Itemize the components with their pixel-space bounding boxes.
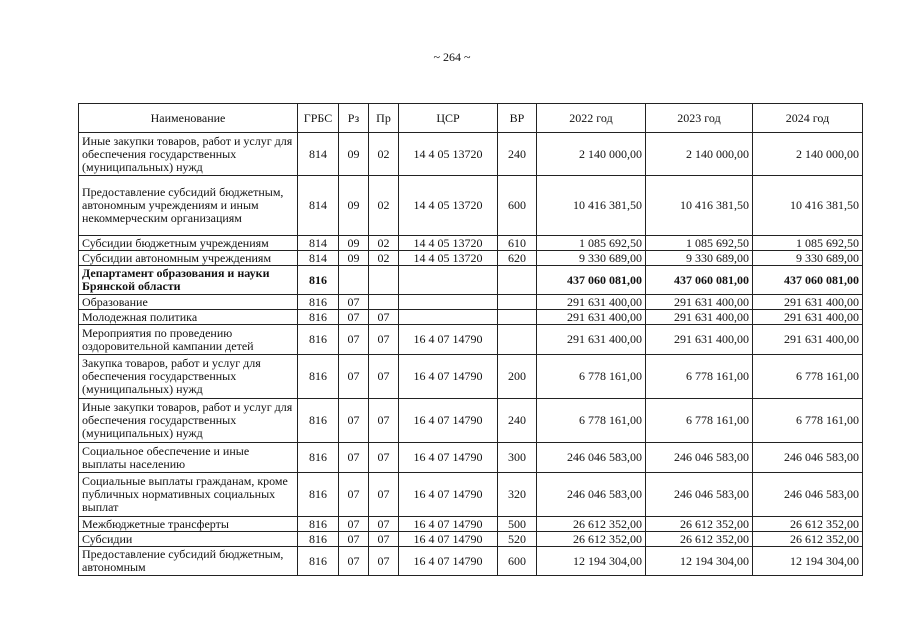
cell-2024: 291 631 400,00 — [753, 325, 863, 355]
cell-rz — [339, 266, 369, 295]
cell-name: Молодежная политика — [79, 310, 298, 325]
cell-pr — [369, 266, 399, 295]
col-header-grbs: ГРБС — [298, 104, 339, 133]
cell-grbs: 816 — [298, 473, 339, 517]
col-header-name: Наименование — [79, 104, 298, 133]
cell-csr: 16 4 07 14790 — [399, 325, 498, 355]
cell-pr: 07 — [369, 532, 399, 547]
cell-2023: 26 612 352,00 — [646, 532, 753, 547]
cell-2024: 291 631 400,00 — [753, 295, 863, 310]
table-body — [79, 133, 863, 576]
cell-2023: 246 046 583,00 — [646, 473, 753, 517]
cell-2022: 26 612 352,00 — [537, 532, 646, 547]
cell-rz: 09 — [339, 251, 369, 266]
cell-csr — [399, 295, 498, 310]
table-row — [79, 532, 863, 547]
cell-rz: 09 — [339, 133, 369, 176]
table-row — [79, 473, 863, 517]
cell-2024: 6 778 161,00 — [753, 399, 863, 443]
cell-pr: 07 — [369, 547, 399, 576]
cell-rz: 07 — [339, 399, 369, 443]
cell-2022: 12 194 304,00 — [537, 547, 646, 576]
cell-2024: 6 778 161,00 — [753, 355, 863, 399]
cell-2024: 437 060 081,00 — [753, 266, 863, 295]
cell-name: Предоставление субсидий бюджетным, автономным — [79, 547, 298, 576]
cell-2024: 2 140 000,00 — [753, 133, 863, 176]
cell-2024: 10 416 381,50 — [753, 176, 863, 236]
cell-pr: 02 — [369, 251, 399, 266]
cell-name: Субсидии бюджетным учреждениям — [79, 236, 298, 251]
cell-name: Межбюджетные трансферты — [79, 517, 298, 532]
cell-vr: 320 — [498, 473, 537, 517]
cell-grbs: 816 — [298, 266, 339, 295]
cell-2023: 6 778 161,00 — [646, 399, 753, 443]
cell-2023: 12 194 304,00 — [646, 547, 753, 576]
cell-csr: 14 4 05 13720 — [399, 133, 498, 176]
cell-csr — [399, 266, 498, 295]
cell-grbs: 814 — [298, 236, 339, 251]
cell-grbs: 816 — [298, 517, 339, 532]
cell-vr: 240 — [498, 133, 537, 176]
cell-2023: 6 778 161,00 — [646, 355, 753, 399]
cell-vr — [498, 310, 537, 325]
cell-vr: 200 — [498, 355, 537, 399]
cell-2022: 1 085 692,50 — [537, 236, 646, 251]
cell-vr: 610 — [498, 236, 537, 251]
cell-2023: 246 046 583,00 — [646, 443, 753, 473]
cell-csr: 16 4 07 14790 — [399, 443, 498, 473]
cell-grbs: 816 — [298, 443, 339, 473]
table-row — [79, 266, 863, 295]
cell-vr: 600 — [498, 547, 537, 576]
cell-rz: 07 — [339, 547, 369, 576]
cell-pr: 07 — [369, 443, 399, 473]
table-row — [79, 295, 863, 310]
cell-rz: 07 — [339, 532, 369, 547]
cell-grbs: 816 — [298, 310, 339, 325]
cell-name: Закупка товаров, работ и услуг для обеспечения государственных (муниципальных) нужд — [79, 355, 298, 399]
cell-csr: 16 4 07 14790 — [399, 399, 498, 443]
cell-2022: 9 330 689,00 — [537, 251, 646, 266]
cell-rz: 07 — [339, 443, 369, 473]
cell-rz: 07 — [339, 473, 369, 517]
cell-grbs: 814 — [298, 176, 339, 236]
cell-pr — [369, 295, 399, 310]
cell-name: Субсидии — [79, 532, 298, 547]
cell-2022: 246 046 583,00 — [537, 443, 646, 473]
cell-grbs: 814 — [298, 251, 339, 266]
cell-2024: 246 046 583,00 — [753, 473, 863, 517]
cell-2022: 26 612 352,00 — [537, 517, 646, 532]
col-header-2024: 2024 год — [753, 104, 863, 133]
cell-2024: 9 330 689,00 — [753, 251, 863, 266]
cell-rz: 07 — [339, 295, 369, 310]
cell-csr: 14 4 05 13720 — [399, 176, 498, 236]
cell-pr: 02 — [369, 133, 399, 176]
cell-name: Иные закупки товаров, работ и услуг для обеспечения государственных (муниципальных) нужд — [79, 399, 298, 443]
cell-pr: 07 — [369, 399, 399, 443]
table-row — [79, 355, 863, 399]
cell-2024: 246 046 583,00 — [753, 443, 863, 473]
cell-name: Социальные выплаты гражданам, кроме публичных нормативных социальных выплат — [79, 473, 298, 517]
cell-grbs: 816 — [298, 532, 339, 547]
cell-vr: 500 — [498, 517, 537, 532]
table-row — [79, 325, 863, 355]
cell-csr: 16 4 07 14790 — [399, 517, 498, 532]
cell-grbs: 816 — [298, 547, 339, 576]
cell-2024: 26 612 352,00 — [753, 532, 863, 547]
cell-rz: 07 — [339, 355, 369, 399]
budget-table — [78, 103, 863, 576]
col-header-vr: ВР — [498, 104, 537, 133]
cell-vr: 300 — [498, 443, 537, 473]
cell-2023: 291 631 400,00 — [646, 310, 753, 325]
cell-2024: 291 631 400,00 — [753, 310, 863, 325]
cell-name: Департамент образования и науки Брянской области — [79, 266, 298, 295]
col-header-rz: Рз — [339, 104, 369, 133]
cell-2023: 437 060 081,00 — [646, 266, 753, 295]
table-row — [79, 176, 863, 236]
cell-csr: 16 4 07 14790 — [399, 547, 498, 576]
cell-vr: 520 — [498, 532, 537, 547]
cell-rz: 07 — [339, 310, 369, 325]
cell-csr: 14 4 05 13720 — [399, 236, 498, 251]
cell-rz: 09 — [339, 176, 369, 236]
cell-name: Предоставление субсидий бюджетным, автономным учреждениям и иным некоммерческим организациям — [79, 176, 298, 236]
header-row — [79, 104, 863, 133]
cell-rz: 07 — [339, 325, 369, 355]
cell-2024: 26 612 352,00 — [753, 517, 863, 532]
cell-2022: 6 778 161,00 — [537, 355, 646, 399]
cell-rz: 07 — [339, 517, 369, 532]
cell-name: Мероприятия по проведению оздоровительной кампании детей — [79, 325, 298, 355]
cell-vr — [498, 325, 537, 355]
cell-2023: 2 140 000,00 — [646, 133, 753, 176]
cell-csr: 16 4 07 14790 — [399, 473, 498, 517]
cell-pr: 07 — [369, 355, 399, 399]
cell-2022: 246 046 583,00 — [537, 473, 646, 517]
table-row — [79, 443, 863, 473]
cell-name: Образование — [79, 295, 298, 310]
cell-2023: 10 416 381,50 — [646, 176, 753, 236]
cell-2023: 9 330 689,00 — [646, 251, 753, 266]
cell-2024: 1 085 692,50 — [753, 236, 863, 251]
cell-2022: 437 060 081,00 — [537, 266, 646, 295]
cell-grbs: 816 — [298, 325, 339, 355]
cell-grbs: 814 — [298, 133, 339, 176]
cell-name: Субсидии автономным учреждениям — [79, 251, 298, 266]
col-header-pr: Пр — [369, 104, 399, 133]
table-row — [79, 133, 863, 176]
cell-csr: 16 4 07 14790 — [399, 355, 498, 399]
cell-name: Социальное обеспечение и иные выплаты населению — [79, 443, 298, 473]
cell-pr: 02 — [369, 176, 399, 236]
cell-2022: 10 416 381,50 — [537, 176, 646, 236]
cell-2023: 26 612 352,00 — [646, 517, 753, 532]
col-header-2022: 2022 год — [537, 104, 646, 133]
cell-2022: 2 140 000,00 — [537, 133, 646, 176]
cell-grbs: 816 — [298, 355, 339, 399]
cell-name: Иные закупки товаров, работ и услуг для обеспечения государственных (муниципальных) нужд — [79, 133, 298, 176]
cell-pr: 02 — [369, 236, 399, 251]
page-number: ~ 264 ~ — [433, 50, 471, 64]
cell-pr: 07 — [369, 325, 399, 355]
cell-vr — [498, 295, 537, 310]
cell-vr: 600 — [498, 176, 537, 236]
cell-grbs: 816 — [298, 399, 339, 443]
table-row — [79, 547, 863, 576]
table-row — [79, 310, 863, 325]
cell-pr: 07 — [369, 517, 399, 532]
cell-2023: 291 631 400,00 — [646, 325, 753, 355]
cell-2022: 291 631 400,00 — [537, 325, 646, 355]
cell-csr: 14 4 05 13720 — [399, 251, 498, 266]
table-row — [79, 251, 863, 266]
cell-grbs: 816 — [298, 295, 339, 310]
cell-2024: 12 194 304,00 — [753, 547, 863, 576]
cell-csr: 16 4 07 14790 — [399, 532, 498, 547]
cell-2022: 291 631 400,00 — [537, 310, 646, 325]
cell-2023: 291 631 400,00 — [646, 295, 753, 310]
cell-vr — [498, 266, 537, 295]
cell-2022: 6 778 161,00 — [537, 399, 646, 443]
table-row — [79, 236, 863, 251]
cell-2023: 1 085 692,50 — [646, 236, 753, 251]
table-row — [79, 517, 863, 532]
cell-vr: 240 — [498, 399, 537, 443]
cell-pr: 07 — [369, 473, 399, 517]
cell-2022: 291 631 400,00 — [537, 295, 646, 310]
cell-csr — [399, 310, 498, 325]
cell-pr: 07 — [369, 310, 399, 325]
cell-rz: 09 — [339, 236, 369, 251]
table-row — [79, 399, 863, 443]
cell-vr: 620 — [498, 251, 537, 266]
col-header-2023: 2023 год — [646, 104, 753, 133]
col-header-csr: ЦСР — [399, 104, 498, 133]
